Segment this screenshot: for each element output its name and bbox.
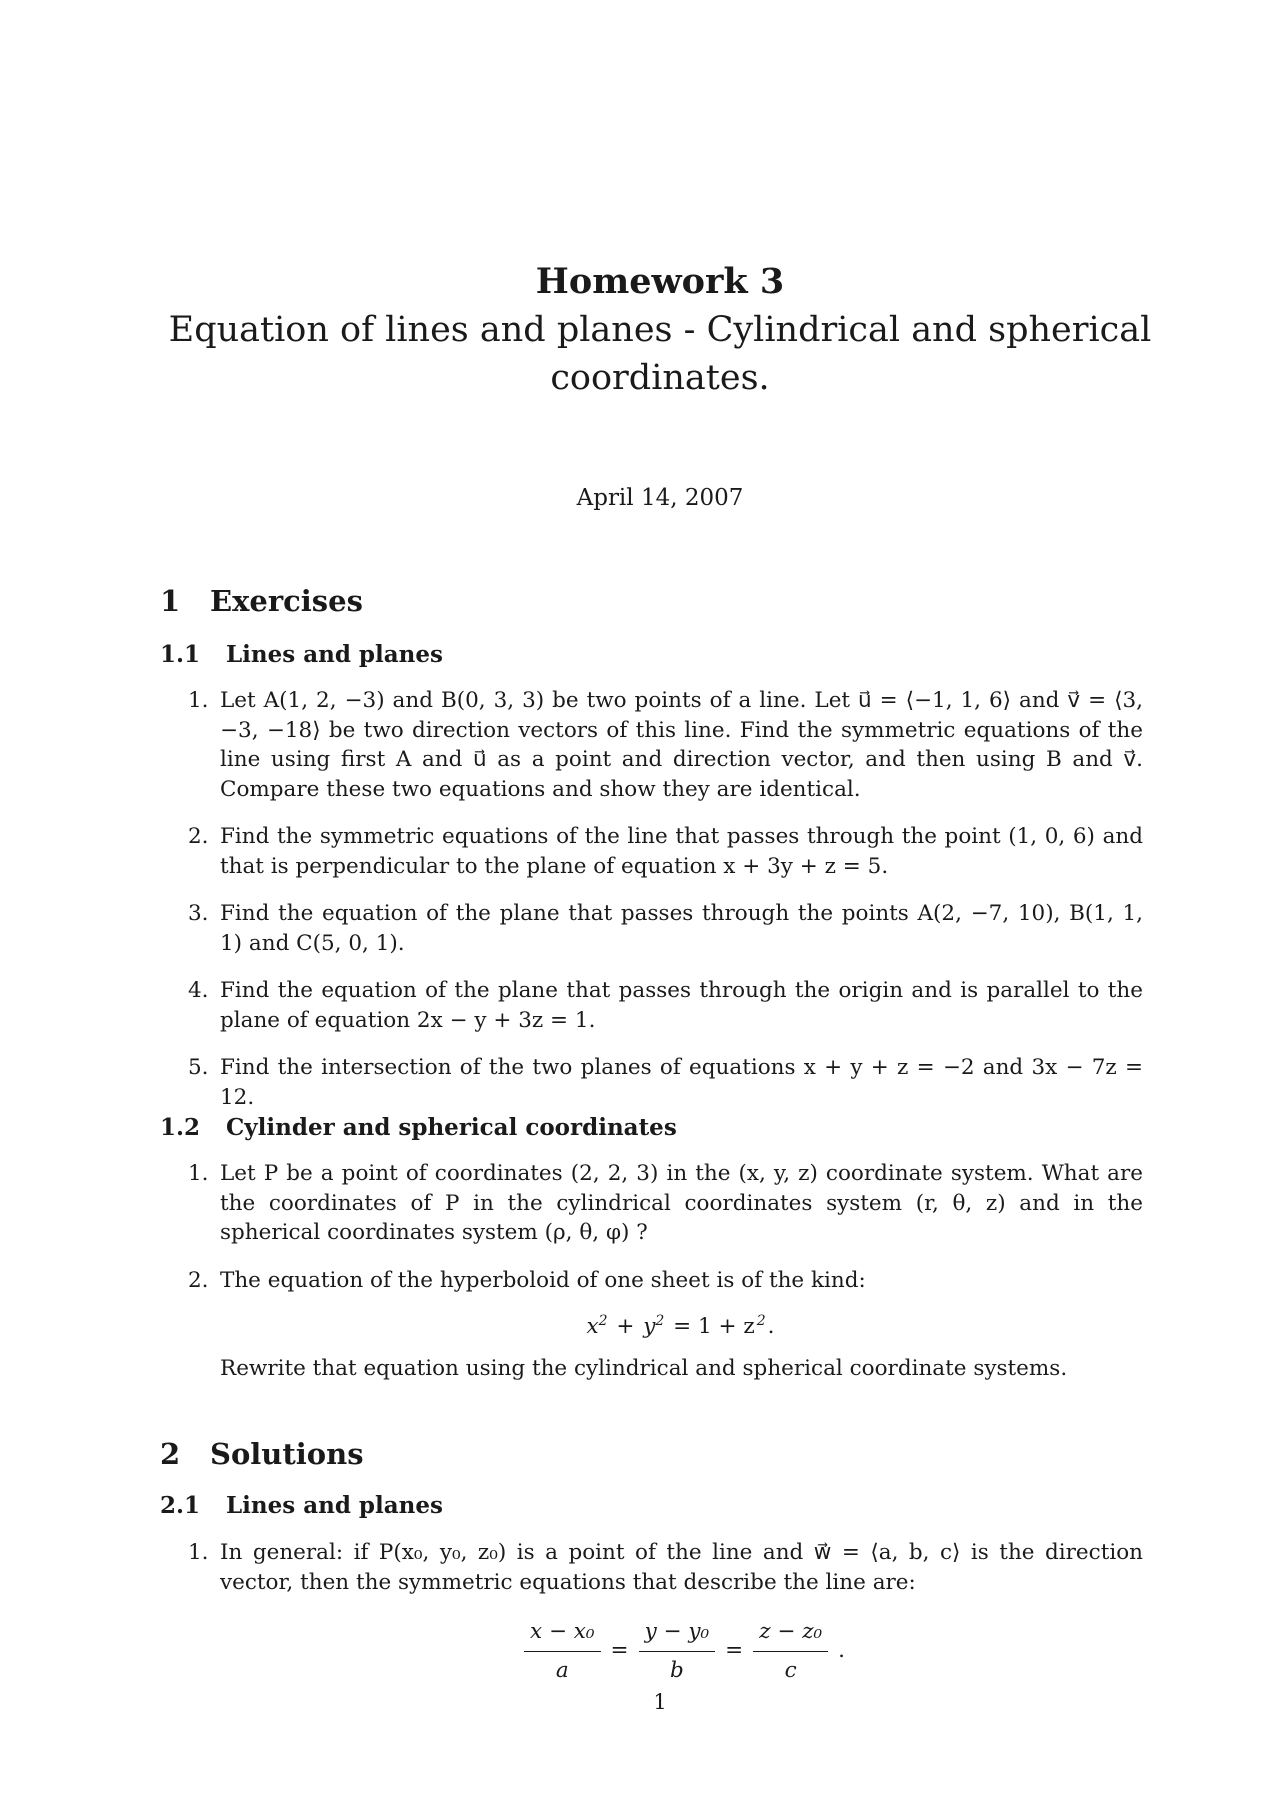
subsection-heading-lines-planes (160, 641, 443, 668)
equation-period: . (838, 1638, 845, 1664)
item-text: Find the symmetric equations of the line that passes through the point (1, 0, 6) and that is perpendicular to the plane of equation x + 3y + z = 5. (220, 824, 1143, 879)
fraction (753, 1617, 828, 1685)
document-subtitle-line-1: Equation of lines and planes - Cylindrical and spherical (168, 310, 1152, 350)
section-title: Exercises (210, 584, 363, 618)
list-item (188, 1266, 1143, 1384)
section-heading-solutions (160, 1437, 364, 1471)
subsection-number: 1.2 (160, 1114, 201, 1141)
list-item (188, 686, 1143, 804)
section-number: 1 (160, 584, 181, 618)
fraction-numerator: x − x₀ (524, 1617, 601, 1652)
title-block (160, 258, 1160, 402)
item-number: 2. (188, 824, 209, 849)
symmetric-equations (220, 1617, 1143, 1685)
fraction-numerator: z − z₀ (753, 1617, 828, 1652)
eq-plus: + (609, 1314, 642, 1340)
section-number: 2 (160, 1437, 181, 1471)
item-text: Find the equation of the plane that passes through the points A(2, −7, 10), B(1, 1, 1) and C(5, 0, 1). (220, 901, 1143, 956)
item-number: 4. (188, 978, 209, 1003)
subsection-title: Lines and planes (226, 641, 443, 668)
eq-exponent: 2 (756, 1313, 766, 1329)
fraction-numerator: y − y₀ (639, 1617, 716, 1652)
list-item (188, 1053, 1143, 1112)
item-number: 3. (188, 901, 209, 926)
item-number: 1. (188, 1161, 209, 1186)
fraction (639, 1617, 716, 1685)
subsection-title: Cylinder and spherical coordinates (226, 1114, 677, 1141)
solution-list-lines-planes (188, 1538, 1143, 1703)
item-text: The equation of the hyperboloid of one sheet is of the kind: (220, 1267, 866, 1293)
item-text: In general: if P(x₀, y₀, z₀) is a point of the line and w⃗ = ⟨a, b, c⟩ is the direction vector, then the symmetric equations that describe the line are: (220, 1540, 1143, 1595)
exercise-list-lines-planes (188, 686, 1143, 1130)
fraction-denominator: a (555, 1657, 569, 1683)
exercise-list-coordinates (188, 1159, 1143, 1401)
eq-period: . (767, 1314, 775, 1340)
equals-sign: = (610, 1638, 629, 1664)
page-number: 1 (653, 1690, 667, 1714)
eq-exponent: 2 (598, 1313, 608, 1329)
equals-sign: = (725, 1638, 744, 1664)
item-followup-text: Rewrite that equation using the cylindrical and spherical coordinate systems. (220, 1355, 1068, 1381)
subsection-number: 2.1 (160, 1492, 201, 1519)
document-title: Homework 3 (535, 261, 785, 302)
list-item (188, 822, 1143, 881)
item-text: Find the intersection of the two planes of equations x + y + z = −2 and 3x − 7z = 12. (220, 1055, 1143, 1110)
list-item (188, 1538, 1143, 1685)
fraction-denominator: b (669, 1657, 684, 1683)
eq-exponent: 2 (655, 1313, 665, 1329)
document-date: April 14, 2007 (576, 485, 744, 511)
item-number: 5. (188, 1055, 209, 1080)
item-text: Find the equation of the plane that passes through the origin and is parallel to the plane of equation 2x − y + 3z = 1. (220, 978, 1143, 1033)
subsection-heading-solution-lines-planes (160, 1492, 443, 1519)
list-item (188, 976, 1143, 1035)
list-item (188, 899, 1143, 958)
subsection-heading-coordinates (160, 1114, 677, 1141)
fraction-denominator: c (784, 1657, 797, 1683)
eq-rhs: = 1 + z (666, 1314, 755, 1340)
item-number: 1. (188, 1540, 209, 1565)
subsection-title: Lines and planes (226, 1492, 443, 1519)
document-subtitle-line-2: coordinates. (550, 358, 770, 398)
hyperboloid-equation (220, 1307, 1143, 1342)
item-number: 1. (188, 688, 209, 713)
item-text: Let A(1, 2, −3) and B(0, 3, 3) be two points of a line. Let u⃗ = ⟨−1, 1, 6⟩ and v⃗ = ⟨3, −3, −18⟩ be two direction vectors of this line. Find the symmetric equations of the line using first A and u⃗ as a point and direction vector, and then using B and v⃗. Compare these two equations and show they are identical. (220, 688, 1143, 802)
subsection-number: 1.1 (160, 641, 201, 668)
list-item (188, 1159, 1143, 1248)
item-number: 2. (188, 1267, 209, 1293)
fraction (524, 1617, 601, 1685)
item-text: Let P be a point of coordinates (2, 2, 3) in the (x, y, z) coordinate system. What are the coordinates of P in the cylindrical coordinates system (r, θ, z) and in the spherical coordinates system (ρ, θ, φ) ? (220, 1161, 1143, 1245)
eq-term-y: y (643, 1314, 656, 1340)
eq-term-x: x (586, 1314, 599, 1340)
section-heading-exercises (160, 584, 363, 618)
section-title: Solutions (210, 1437, 364, 1471)
